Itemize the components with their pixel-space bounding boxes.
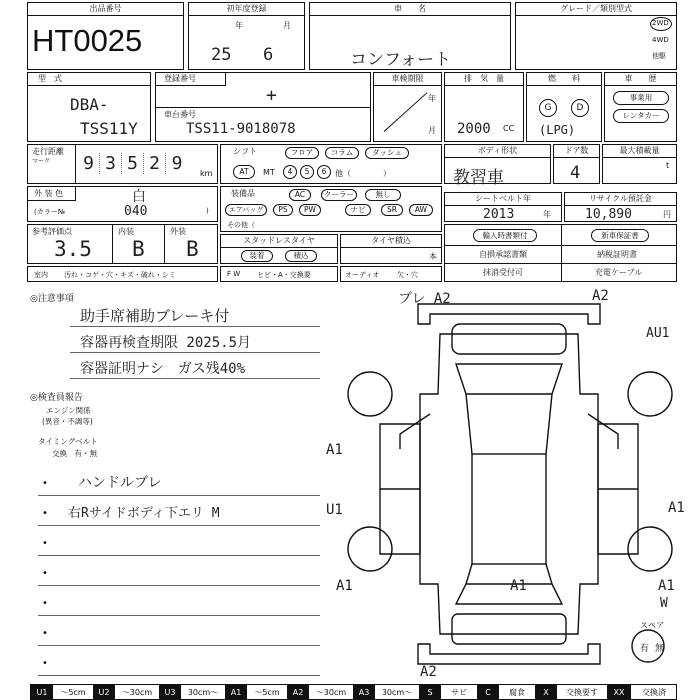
type-header: 型 式 bbox=[28, 73, 150, 86]
legend-desc: 30cm～ bbox=[381, 688, 413, 697]
doc-charge-cable: 充電ケーブル bbox=[595, 268, 643, 277]
shift-box bbox=[220, 144, 442, 184]
displacement-unit: CC bbox=[503, 124, 515, 133]
seatbelt-year-label: 年 bbox=[543, 210, 551, 219]
ot-bar-label: オーディオ bbox=[345, 271, 380, 279]
model-box bbox=[309, 2, 511, 70]
fuel-g: G bbox=[539, 99, 557, 117]
equip-ac: AC bbox=[289, 189, 311, 201]
car-damage-diagram bbox=[330, 284, 690, 684]
legend-desc: 交換要す bbox=[566, 688, 598, 697]
fw-bar-text: ヒビ・A・交換要 bbox=[257, 271, 311, 279]
inspector-item: • bbox=[38, 590, 320, 616]
shift-gear-6: 6 bbox=[317, 165, 331, 179]
note-rule bbox=[70, 326, 320, 327]
damage-mark: A1 bbox=[668, 500, 685, 516]
chassis-header: 車台番号 bbox=[164, 110, 196, 119]
type-line2: TSS11Y bbox=[80, 119, 138, 138]
equip-ps: PS bbox=[273, 204, 293, 216]
fw-bar bbox=[220, 266, 338, 282]
shift-gear-4: 4 bbox=[283, 165, 297, 179]
spare-yes: 有 bbox=[640, 644, 650, 654]
left-mirror bbox=[400, 414, 430, 449]
doc-tax-cert: 納税証明書 bbox=[597, 250, 637, 259]
first-reg-box bbox=[188, 2, 305, 70]
pillar bbox=[546, 394, 552, 454]
legend-desc: ～5cm bbox=[254, 688, 280, 697]
pillar bbox=[466, 564, 472, 584]
front-right-wheel bbox=[628, 372, 672, 416]
inspector-header: ◎検査員報告 bbox=[30, 393, 83, 403]
damage-mark: A1 bbox=[326, 442, 343, 458]
history-box bbox=[604, 72, 677, 142]
grade-box bbox=[515, 2, 677, 70]
capacity-box bbox=[602, 144, 677, 184]
recycle-header: リサイクル預託金 bbox=[565, 193, 676, 206]
shift-column: コラム bbox=[325, 147, 359, 159]
studless-loaded: 積込 bbox=[285, 250, 317, 262]
legend-desc: 腐食 bbox=[509, 688, 525, 697]
equip-airbag: エアバッグ bbox=[225, 204, 267, 216]
ot-bar bbox=[340, 266, 442, 282]
equip-sr: SR bbox=[381, 204, 403, 216]
equip-pw: PW bbox=[299, 204, 321, 216]
legend-key: U2 bbox=[93, 685, 115, 700]
note-line: 容器再検査期限 2025.5月 bbox=[80, 335, 252, 351]
studless-installed: 装着 bbox=[241, 250, 273, 262]
mileage-digit: 2 bbox=[144, 153, 166, 174]
legend-desc: ～30cm bbox=[121, 688, 153, 697]
front-left-wheel bbox=[348, 372, 392, 416]
mileage-digit: 3 bbox=[100, 153, 122, 174]
legend-desc: ～5cm bbox=[60, 688, 86, 697]
shift-mt: MT bbox=[263, 168, 275, 177]
inspector-item-text: ハンドルブレ bbox=[78, 475, 162, 491]
damage-mark: AU1 bbox=[646, 326, 670, 341]
equip-aw: AW bbox=[409, 204, 433, 216]
first-reg-year: 25 bbox=[211, 45, 232, 65]
seatbelt-box bbox=[444, 192, 562, 222]
capacity-unit: t bbox=[666, 161, 670, 170]
spare-no: 無 bbox=[655, 644, 665, 654]
shift-gear-5: 5 bbox=[300, 165, 314, 179]
doc-self-approval: 自損承認書類 bbox=[479, 250, 527, 259]
fuel-header: 燃 料 bbox=[527, 73, 601, 86]
doors-header: ドア数 bbox=[554, 145, 599, 158]
drive-other: 他駆 bbox=[652, 52, 666, 60]
shift-floor: フロア bbox=[285, 147, 319, 159]
capacity-header: 最大積載量 bbox=[603, 145, 676, 158]
fw-bar-label: F W bbox=[227, 270, 241, 278]
windshield bbox=[456, 364, 562, 394]
inspection-box bbox=[373, 72, 442, 142]
inspection-strike bbox=[384, 92, 428, 132]
inspector-item-text: 右Rサイドボディ下エリ M bbox=[68, 506, 220, 521]
grades-box bbox=[27, 224, 218, 264]
exterior-header: 外装 bbox=[170, 227, 186, 236]
engine-label: エンジン関係 bbox=[46, 406, 91, 415]
mileage-digit: 9 bbox=[171, 153, 183, 174]
legend-key: C bbox=[477, 685, 499, 700]
inspection-header: 車検期限 bbox=[374, 73, 441, 86]
legend-key: U3 bbox=[159, 685, 181, 700]
ot-bar-text: 欠・穴 bbox=[397, 271, 418, 279]
docs-box bbox=[444, 224, 677, 282]
car-body bbox=[420, 334, 598, 634]
grade-header: グレード／類別型式 bbox=[516, 3, 676, 16]
equip-navi: ナビ bbox=[345, 204, 371, 216]
grade-interior: B bbox=[132, 237, 145, 261]
shift-dash: ダッシュ bbox=[365, 147, 409, 159]
lot-number: HT0025 bbox=[32, 23, 143, 58]
legend-desc: ～30cm bbox=[315, 688, 347, 697]
inspector-item: • 右Rサイドボディ下エリ M bbox=[38, 500, 320, 526]
damage-mark: ブレ A2 bbox=[398, 291, 451, 307]
recycle-value: 10,890 bbox=[585, 207, 632, 222]
mileage-digits bbox=[78, 153, 188, 174]
drive-4wd: 4WD bbox=[652, 36, 669, 44]
grades-divider-1 bbox=[112, 225, 113, 263]
doc-import: 輸入時書類付 bbox=[473, 229, 537, 242]
lot-header: 出品番号 bbox=[28, 3, 183, 16]
note-line: 助手席補助ブレーキ付 bbox=[80, 307, 230, 325]
reg-mark: + bbox=[266, 85, 277, 106]
shift-other: 他（ ） bbox=[335, 169, 391, 178]
inspector-item: • bbox=[38, 530, 320, 556]
history-header: 車 歴 bbox=[605, 73, 676, 86]
tire-stack-header: タイヤ積込 bbox=[341, 235, 441, 248]
reg-box bbox=[155, 72, 371, 142]
note-line: 容器証明ナシ ガス残40% bbox=[80, 361, 246, 377]
damage-mark: A2 bbox=[420, 664, 437, 680]
inspection-year-label: 年 bbox=[428, 94, 436, 103]
rear-right-wheel bbox=[628, 527, 672, 571]
studless-box bbox=[220, 234, 338, 264]
color-header: 外 装 色 bbox=[34, 189, 64, 198]
mileage-header: 走行距離 bbox=[32, 147, 64, 156]
month-label: 月 bbox=[283, 21, 291, 30]
damage-mark: A1 bbox=[658, 578, 675, 594]
legend-desc: 30cm～ bbox=[187, 688, 219, 697]
legend-key: U1 bbox=[31, 685, 53, 700]
legend-desc: サビ bbox=[451, 688, 467, 697]
mileage-digit: 9 bbox=[78, 153, 100, 174]
damage-mark: U1 bbox=[326, 502, 343, 518]
inspector-item: • bbox=[38, 560, 320, 586]
damage-mark: A1 bbox=[510, 578, 527, 594]
doc-new-warranty: 新車保証書 bbox=[591, 229, 649, 242]
fuel-lpg: (LPG) bbox=[539, 123, 576, 137]
shift-header: シフト bbox=[233, 147, 257, 156]
roof bbox=[472, 454, 546, 564]
equipment-header: 装備品 bbox=[231, 189, 255, 198]
legend-key: A3 bbox=[353, 685, 375, 700]
first-reg-month: 6 bbox=[263, 45, 274, 65]
pillar bbox=[466, 394, 472, 454]
rear-left-wheel bbox=[348, 527, 392, 571]
doors-box bbox=[553, 144, 600, 184]
body-type-header: ボディ形状 bbox=[445, 145, 550, 158]
mileage-box bbox=[27, 144, 218, 184]
docs-col-line bbox=[561, 225, 562, 281]
recycle-box bbox=[564, 192, 677, 222]
inspection-month-label: 月 bbox=[428, 126, 436, 135]
equipment-box bbox=[220, 186, 442, 232]
grades-header: 参考評価点 bbox=[32, 227, 72, 236]
body-type-box bbox=[444, 144, 551, 188]
interior-bar-text: 汚れ・コゲ・穴・キズ・破れ・シミ bbox=[64, 271, 176, 279]
interior-bar bbox=[27, 266, 218, 282]
type-line1: DBA- bbox=[70, 95, 109, 114]
history-business: 事業用 bbox=[613, 91, 669, 105]
mileage-mark-cell bbox=[28, 145, 76, 183]
reg-header: 登録番号 bbox=[156, 73, 226, 86]
history-rental: レンタカー bbox=[613, 109, 669, 123]
rear-bumper bbox=[418, 644, 600, 664]
equip-cooler: クーラー bbox=[321, 189, 357, 201]
timing-label: タイミングベルト bbox=[38, 437, 98, 446]
inspector-item: • bbox=[38, 650, 320, 676]
model-name: コンフォート bbox=[350, 50, 452, 70]
model-header: 車 名 bbox=[310, 3, 510, 16]
color-close-paren: ) bbox=[206, 207, 209, 215]
pillar bbox=[546, 564, 552, 584]
interior-bar-label: 室内 bbox=[34, 271, 48, 279]
displacement-value: 2000 bbox=[457, 121, 491, 137]
color-code-label: (カラー№ bbox=[34, 208, 66, 216]
type-box bbox=[27, 72, 151, 142]
doc-deregistration: 抹消受付可 bbox=[483, 268, 523, 277]
tire-stack-unit: 本 bbox=[429, 252, 437, 261]
legend-key: X bbox=[535, 685, 557, 700]
damage-mark: A2 bbox=[592, 288, 609, 304]
studless-header: スタッドレスタイヤ bbox=[221, 235, 337, 248]
hood bbox=[452, 324, 566, 354]
lot-box bbox=[27, 2, 184, 70]
displacement-header: 排 気 量 bbox=[445, 73, 523, 86]
first-reg-header: 初年度登録 bbox=[189, 3, 304, 16]
color-code: 040 bbox=[124, 204, 148, 219]
displacement-box bbox=[444, 72, 524, 142]
legend-desc: 交換済 bbox=[642, 688, 666, 697]
legend-bar bbox=[30, 684, 677, 700]
fuel-box bbox=[526, 72, 602, 142]
engine-sub: (異音・不調等) bbox=[42, 417, 93, 426]
fuel-d: D bbox=[571, 99, 589, 117]
damage-mark: W bbox=[660, 596, 668, 611]
equip-other: その他（ bbox=[227, 221, 255, 229]
mileage-digit: 5 bbox=[122, 153, 144, 174]
notes-header: ◎注意事項 bbox=[30, 294, 74, 304]
grades-divider-2 bbox=[164, 225, 165, 263]
inspector-item: • ハンドルブレ bbox=[38, 470, 320, 496]
equip-none: 無し bbox=[365, 189, 401, 201]
color-value: 白 bbox=[132, 189, 146, 205]
note-rule bbox=[70, 352, 320, 353]
mileage-unit: km bbox=[200, 169, 213, 178]
chassis-number: TSS11-9018078 bbox=[186, 121, 296, 137]
grade-score: 3.5 bbox=[54, 237, 92, 261]
rear-window bbox=[456, 584, 562, 604]
legend-key: A1 bbox=[225, 685, 247, 700]
timing-sub: 交換 有・無 bbox=[52, 449, 97, 458]
shift-at: AT bbox=[233, 165, 255, 179]
color-box bbox=[27, 186, 218, 222]
spare-label: スペア bbox=[640, 621, 664, 630]
drive-2wd: 2WD bbox=[652, 19, 669, 27]
interior-header: 内装 bbox=[118, 227, 134, 236]
grade-exterior: B bbox=[186, 237, 199, 261]
year-label: 年 bbox=[235, 21, 243, 30]
body-type-value: 教習車 bbox=[453, 168, 504, 188]
inspector-item: • bbox=[38, 620, 320, 646]
note-rule bbox=[70, 378, 320, 379]
tire-stack-box bbox=[340, 234, 442, 264]
color-header-cell bbox=[28, 187, 76, 201]
legend-key: S bbox=[419, 685, 441, 700]
trunk bbox=[452, 614, 566, 644]
mileage-mark-label: マーク bbox=[32, 158, 51, 165]
seatbelt-value: 2013 bbox=[483, 207, 515, 222]
seatbelt-header: シートベルト年 bbox=[445, 193, 561, 206]
right-mirror bbox=[588, 414, 618, 449]
drive-2wd-circle bbox=[650, 17, 672, 31]
doors-value: 4 bbox=[570, 163, 581, 183]
recycle-unit: 円 bbox=[663, 210, 671, 219]
damage-mark: A1 bbox=[336, 578, 353, 594]
legend-key: XX bbox=[607, 685, 631, 700]
legend-key: A2 bbox=[287, 685, 309, 700]
